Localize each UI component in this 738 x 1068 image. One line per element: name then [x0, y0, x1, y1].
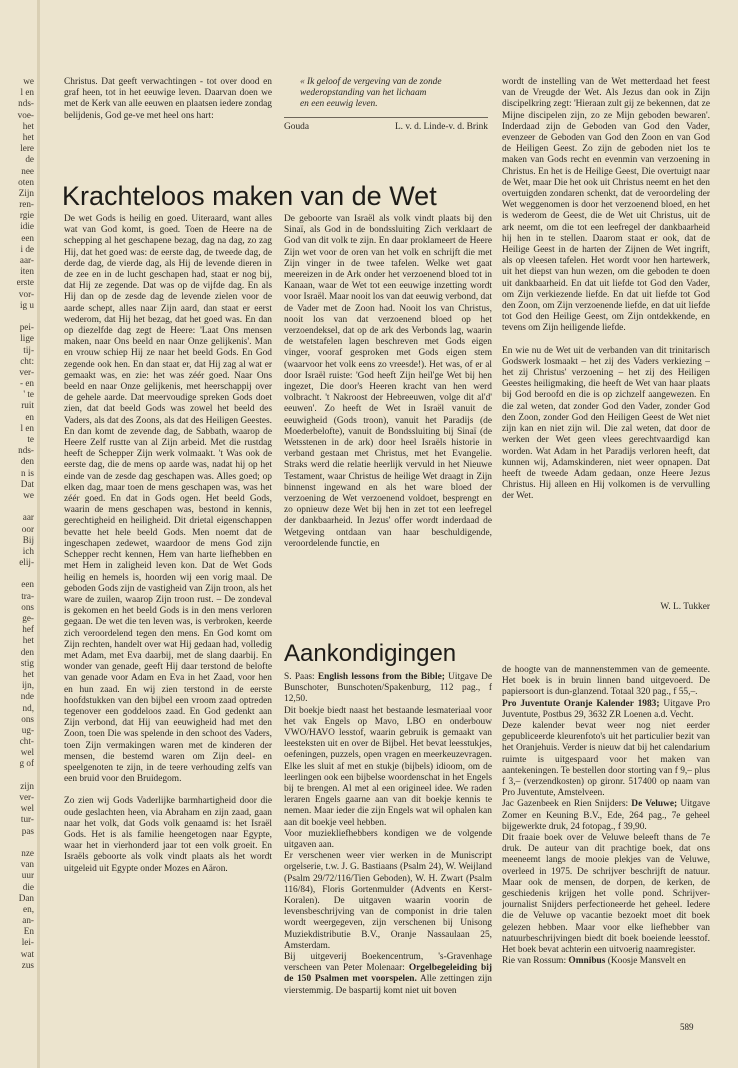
margin-fragment: an-: [22, 915, 34, 926]
margin-fragment: uur: [21, 870, 34, 881]
margin-fragment: het: [22, 120, 34, 131]
page-fold: [37, 0, 40, 1068]
announcement-text: Uitgave Zomer en Keuning B.V., Ede, 264 pag., 7e geheel bijgewerkte druk, 24 fotopag., f 39,90.: [502, 799, 710, 832]
margin-fragment: ich: [22, 545, 34, 556]
announcement-text: Uitgave De Bunschoter, Bunschoten/Spakenburg, 112 pag., f 12,50.: [284, 672, 492, 705]
margin-fragment: nd,: [22, 702, 34, 713]
announcement-lead: S. Paas:: [284, 672, 318, 682]
announcement-text: Er verschenen weer vier werken in de Muniscript orgelserie, t.w. J. G. Bastiaans (Psalm 24), W. Weijland (Psalm 29/72/116/Tien Geboden), W. H. Zwart (Psalm 116/84), Floris Gortenmulder (Advents en Kerst-Koralen). De uitgaven waarin voorin de levensbeschrijving van de componist in drie talen wordt weergegeven, zijn verschenen bij Unisong Muziekdistributie B.V., Oranje Nassaulaan 25, Amsterdam.: [284, 851, 492, 951]
margin-fragment: - en: [19, 378, 34, 389]
margin-fragment: zijn: [20, 780, 34, 791]
margin-fragment: zus: [21, 959, 34, 970]
article-title: Krachteloos maken van de Wet: [62, 181, 437, 211]
margin-fragment: pas: [21, 825, 34, 836]
margin-fragment: lei-: [21, 937, 34, 948]
margin-fragment: een: [21, 579, 34, 590]
announcement-paragraph: [502, 665, 710, 699]
margin-fragment: ren-: [19, 199, 34, 210]
poem-rule: [284, 117, 488, 118]
margin-fragment: rgie: [19, 210, 34, 221]
margin-fragment: Dan: [18, 892, 34, 903]
announcement-paragraph: [502, 956, 710, 967]
margin-fragment: lige: [20, 333, 34, 344]
previous-page-margin-text: [0, 76, 34, 1036]
margin-fragment: ug-: [21, 724, 34, 735]
margin-fragment: En: [23, 926, 34, 937]
margin-fragment: cht:: [20, 355, 34, 366]
announcement-title: Pro Juventute Oranje Kalender 1983;: [502, 698, 660, 709]
margin-fragment: en,: [23, 903, 34, 914]
paragraph: De wet Gods is heilig en goed. Uiteraard, want alles wat van God komt, is goed. Toen de Heere na de schepping al het geschapene bezag, dag na dag, zo zag Hij, dat het goed was: de eerste dag, de tweede dag, de derde dag, de vierde dag, als Hij de levende dieren in de zee en in de lucht geschapen had, staat er nog bij, dat Hij ze zegende. Dat was op de vijfde dag. En als Hij dan op de zesde dag de levende zielen voor de aarde schept, alles naar Zijn aard, dan staat er eerst wederom, dat Hij het bezag, dat het goed was. En dan op diezelfde dag zegt de Heere: 'Laat Ons mensen maken, naar Ons beeld en naar Onze gelijkenis'. Man en vrouw schiep Hij ze naar het beeld Gods. En God zegende ook hen. En dan staat er, dat Hij zag al wat er gemaakt was, en zie: het was zéér goed. Naar Ons beeld en naar Onze gelijkenis, met heerschappij over de gehele aarde. Dat meervoudige spreken Gods doet zien, dat dat beeld Gods was zowel het beeld des Vaders, als dat des Zoons, als dat des Heiligen Geestes. En dan komt de zevende dag, de Sabbath, waarop de Heere Zelf rustte van al Zijn arbeid. Met die rustdag heeft de Schepper Zijn werk volmaakt. 't Was ook de eerste dag, die de mens op aarde was, nadat hij op het einde van de zesde dag geschapen was. Alles goed; op elken dag, maar toen de mens geschapen was, was het zéér goed. En dat in Gods ogen. Het beeld Gods, waarin de mens geschapen was, bestond in kennis, gerechtigheid en heiligheid. Dit drietal eigenschappen bevatte het hele beeld Gods. Men noemt dat de ingeschapen zedewet, waardoor de mens God zijn Schepper recht kennen, Hem van harte liefhebben en met Hem in zaligheid leven kon. Dat de Wet Gods heilig en hemels is, hoorden wij een vorig maal. De geboden Gods zijn de vastigheid van Zijn troon, als het ware de zuilen, waarop Zijn troon rust. – De zondeval is gekomen en het beeld Gods is in den mens verloren gegaan. De wet die ten leven was, is verbroken, keerde zich veroordelend tegen den mens. En God komt om Zijn rechten, handelt over wat Hij gedaan had, volledig met Adam, met Eva daarbij, met de slang daarbij. En wonder van genade, geeft Hij daar terstond de belofte van genade voor Adam en Eva in het Zaad, voor hen en hun zaad. En wij zien terstond in de eerste hoofdstukken van den bijbel een vroom zaad optreden tegenover een goddeloos zaad. En God gedenkt aan Zijn verbond, dat Hij van eeuwigheid had met den Zoon, toen Die was spelende in den schoot des Vaders, toen Zijn vermakingen waren met de kinderen der mensen, die bestemd waren om Zijn deel- en speelgenoten te zijn, in de teere verhouding zelfs van een bruid voor den Bruidegom.: [64, 214, 272, 785]
margin-fragment: we: [23, 76, 34, 86]
announcements-column-1: [284, 672, 492, 1017]
announcement-paragraph: [502, 799, 710, 833]
margin-fragment: stig: [20, 657, 34, 668]
margin-fragment: [0, 770, 34, 781]
announcement-text: Deze kalender bevat weer nog niet eerder gepubliceerde kleurenfoto's uit het particulier bezit van het Oranjehuis. Verder is nieuw dat bij het calendarium ruimte is uitgespaard voor het maken van aantekeningen. Te bestellen door storting van f 9,– plus f 3,– (verzendkosten) op gironr. 517400 op naam van Pro Juventute, Amstelveen.: [502, 721, 710, 799]
poem-place: Gouda: [284, 122, 309, 132]
announcement-paragraph: [502, 833, 710, 956]
margin-fragment: nde: [20, 691, 34, 702]
announcement-title: De Veluwe;: [631, 799, 678, 810]
announcements-column-2: [502, 665, 710, 1017]
announcement-paragraph: [284, 672, 492, 706]
announcement-title: English lessons from the Bible;: [317, 672, 445, 682]
announcement-text: Voor muziekliefhebbers kondigen we de volgende uitgaven aan.: [284, 828, 492, 851]
poem-line: « Ik geloof de vergeving van de zonde: [300, 77, 442, 87]
margin-fragment: lere: [20, 143, 34, 154]
announcement-title: Orgelbegeleiding bij de 150 Psalmen met voorspelen.: [284, 963, 492, 985]
announcement-paragraph: [284, 829, 492, 851]
paragraph: De geboorte van Israël als volk vindt plaats bij den Sinaï, als God in de bondssluiting Zich verklaart de God van dit volk te zijn. En daar proklameert de Heere Zijn wet voor de oren van het volk en schrijft die met Zijn vinger in de twee tafelen. Welke wet gaat meereizen in de Ark onder het verzoenend bloed tot in Kanaan, waar de Wet tot een eeuwige inzetting wordt voor Israël. Maar nooit los van dat eeuwig verbond, dat de Vader met de Zoon had. Nooit los van Christus, nooit los van dat verzoenend bloed op het verzoendeksel, dat op de ark des Verbonds lag, waarin de wetstafelen lagen beschreven met Gods eigen vinger, vooraf gesproken met Gods eigen stem (waarvoor het volk eens zo vreesde!). Het was, of er al door Israël ruiste: 'God heeft Zijn heil'ge Wet bij hen ingezet, Die door's Heeren kracht van hen werd volbracht. 't Nakroost der Hebreeuwen, volge dit al'd' eeuwen'. Zo heeft de Wet in Israël vanuit de eeuwigheid (Gods troon), vanuit het Paradijs (de Moederbelofte), vanuit de Bondssluiting bij Sinaï (de Wetsstenen in de ark) door heel Israëls historie in verband gestaan met Christus, met het Evangelie. Straks werd die relatie heerlijk vervuld in het Nieuwe Testament, waar Christus de heilige Wet draagt in Zijn binnenst ingewand en als het ware bloed der verzoening de Wet verzoenend voldoet, besprengt en zo opnieuw deze Wet bij hen in zet tot een leefregel der dankbaarheid. In Jezus' offer wordt inderdaad de Wetgeving ontdaan van haar beschuldigende, veroordelende functie, en: [284, 214, 492, 549]
margin-fragment: i de: [20, 243, 34, 254]
announcement-lead: Bij uitgeverij Boekencentrum, 's-Gravenhage verscheen van Peter Molenaar:: [284, 952, 492, 974]
announcement-text: de hoogte van de mannenstemmen van de gemeente. Het boek is in bruin linnen band uitgevoerd. De papiersoort is dun-glanzend. Totaal 320 pag., f 55,–.: [502, 665, 710, 698]
announcement-paragraph: [284, 851, 492, 952]
margin-fragment: ig u: [19, 299, 34, 310]
creed-quote: [300, 77, 500, 111]
margin-fragment: vor-: [18, 288, 34, 299]
poem-author: L. v. d. Linde-v. d. Brink: [394, 122, 488, 132]
margin-fragment: Bij: [22, 534, 34, 545]
announcements-title: Aankondigingen: [284, 640, 457, 667]
announcement-lead: Jac Gazenbeek en Rien Snijders:: [502, 799, 632, 810]
article-column-2: [284, 214, 492, 608]
margin-fragment: [0, 837, 34, 848]
margin-fragment: cht-: [19, 736, 34, 747]
margin-fragment: erste: [16, 277, 34, 288]
margin-fragment: het: [22, 668, 34, 679]
margin-fragment: ons: [21, 601, 34, 612]
page-number: 589: [680, 1022, 694, 1032]
margin-fragment: oten: [18, 176, 34, 187]
margin-fragment: n is: [20, 467, 34, 478]
margin-fragment: het: [22, 635, 34, 646]
announcement-text: Dit boekje biedt naast het bestaande lesmateriaal voor het vak Engels op Mavo, LBO en onderbouw VWO/HAVO lesstof, waarin gebruik is gemaakt van leesteksten uit en over de Bijbel. Het bevat leesstukjes, oefeningen, puzzels, open vragen en meerkeuzevragen. Elke les sluit af met en stukje (bijbels) idioom, om de leerlingen ook een bijbelse woordenschat in het Engels bij te brengen. Al met al een origineel idee. We raden leraren Engels gaarne aan van dit boekje kennis te nemen. Maar ieder die zijn Engels wat wil ophalen kan aan dit boekje veel hebben.: [284, 705, 492, 828]
margin-fragment: ijn,: [22, 680, 34, 691]
margin-fragment: ruit: [21, 400, 34, 411]
poem-lines: [300, 77, 500, 111]
announcement-paragraph: [284, 706, 492, 829]
article-column-1: [64, 214, 272, 1014]
paragraph: wordt de instelling van de Wet metterdaad het feest van de Vreugde der Wet. Als Jezus dan ook in Zijn discipelkring zegt: 'Hieraan zult gij ze bekennen, dat ze Mijne discipelen zijn, zo ze Mijn geboden bewaren'. Inderdaad zijn de Geboden van God den Vader, evenzeer de Geboden van God den Zoon en van God de Heiligen Geest. Zo zijn de geboden niet los te maken van Gods recht en evenmin van verzoening in Christus. En het is de Heilige Geest, Die overtuigt naar de Wet, maar Die het ook uit Christus neemt en het den overtuigden zondaren schenkt, dat de veroordeling der Wet weggenomen is door het verzoenend bloed, en het is wederom de Geest, die de Wet uit Christus, uit de ark neemt, om die tot een leefregel der dankbaarheid hij hen in te stellen. Daarom staat er ook, dat de Heilige Geest in de harten der Zijnen de Wet ingrift, als op vleesen tafelen. Het wordt voor hen hartewerk, uit het diepst van hun wezen, om die geboden te doen uit dankbaarheid. En dat uit liefde tot God den Vader, om Zijn verkiezende liefde. En dat uit liefde tot God den Zoon, om Zijn verzoenende liefde, en dat uit liefde tot God den Heilige Geest, om Zijn ontdekkende, en tevens om Zijn heiligende liefde.: [502, 77, 710, 334]
margin-fragment: l en: [20, 422, 34, 433]
margin-fragment: den: [20, 456, 34, 467]
announcement-lead: Rie van Rossum:: [502, 956, 569, 967]
margin-fragment: een: [21, 232, 34, 243]
margin-fragment: wat: [20, 948, 34, 959]
poem-line: en een eeuwig leven.: [300, 99, 378, 110]
margin-fragment: ver-: [19, 366, 34, 377]
margin-fragment: nee: [21, 165, 34, 176]
margin-fragment: ons: [21, 713, 34, 724]
margin-fragment: iten: [20, 266, 34, 277]
paragraph: En wie nu de Wet uit de verbanden van dit trinitarisch Godswerk losmaakt – het zij des Vaders verkiezing – het zij Christus' verzoening – het zij des Heiligen Geestes heiligmaking, die heeft de Wet van haar plaats bij God beroofd en die is op zichzelf aangewezen. En die zal weten, dat zonder God den Vader, zonder God den Zoon, zonder God den Heiligen Geest de Wet niet zijn kan en niet zijn wil. Die zal weten, dat door de werken der Wet geen vlees gerechtvaardigd kan worden. Wat Adam in het Paradijs verloren heeft, dat kunnen wij, Adamskinderen, niet weer opnapen. Dat heeft de tweede Adam gedaan, onze Heere Jezus Christus. Hij alleen en Hij volkomen is de vervulling der Wet.: [502, 345, 710, 502]
margin-fragment: aar-: [19, 255, 34, 265]
margin-fragment: wel: [20, 803, 34, 814]
paragraph: Zo zien wij Gods Vaderlijke barmhartigheid door die oude geslachten heen, via Abraham en zijn zaad, gaan naar het volk, dat Gods volk genaamd is: het Israël Gods. Het is als familie heengetogen naar Egypte, waar het in vierhonderd jaar tot een volk groeit. En Israëls geboorte als volk vindt plaats als het wordt uitgeleid uit Egypte onder Mozes en Aäron.: [64, 796, 272, 874]
announcement-paragraph: [502, 721, 710, 799]
margin-fragment: tij-: [23, 344, 34, 355]
margin-fragment: tra-: [21, 590, 34, 601]
margin-fragment: nds-: [18, 98, 34, 109]
margin-fragment: aar: [22, 512, 34, 523]
margin-fragment: [0, 568, 34, 579]
margin-fragment: elij-: [19, 557, 34, 568]
margin-fragment: die: [22, 881, 34, 892]
margin-fragment: en: [25, 411, 34, 422]
margin-fragment: idie: [20, 221, 34, 232]
margin-fragment: het: [22, 131, 34, 142]
margin-fragment: [0, 311, 34, 322]
announcement-text: Dit fraaie boek over de Veluwe beleeft thans de 7e druk. De auteur van dit prachtige boek, dat ons meeneemt langs de mooie plekjes van de Veluwe, overleed in 1975. De schrijver beschrijft de natuur. Maar ook de mensen, de dorpen, de kerken, de geschiedenis krijgen het volle pond. Schrijver-journalist Snijders perfectioneerde het geheel. Iedere die de Veluwe op vacantie bezoekt moet dit boek gelezen hebben. Maar voor elke liefhebber van natuurbeschrijvingen biedt dit boek boeiende leesstof. Het boek bevat achterin een uitvoerig naamregister.: [502, 833, 710, 956]
announcement-text: (Koosje Mansvelt en: [605, 956, 686, 967]
margin-fragment: de: [25, 154, 34, 165]
margin-fragment: tur-: [20, 814, 34, 825]
margin-fragment: van: [20, 859, 34, 870]
margin-fragment: ' te: [23, 389, 34, 400]
article-column-3: [502, 77, 710, 592]
margin-fragment: wel: [20, 747, 34, 758]
margin-fragment: l en: [20, 87, 34, 98]
margin-fragment: oor: [21, 523, 34, 534]
article-author: W. L. Tukker: [660, 602, 710, 612]
margin-fragment: Dat: [20, 478, 34, 489]
intro-paragraph: Christus. Dat geeft verwachtingen - tot over dood en graf heen, tot in het eeuwige leven. Daarvan doen we met de Kerk van alle eeuwen en plaatsen iedere zondag belijdenis, God ge-ve met heel ons hart:: [64, 77, 272, 121]
margin-fragment: we: [23, 489, 34, 500]
announcement-text: Alle zettingen zijn vierstemmig. De baspartij komt niet uit boven: [284, 974, 492, 996]
announcement-paragraph: [502, 699, 710, 721]
margin-fragment: hef: [22, 624, 34, 635]
margin-fragment: pei-: [19, 322, 34, 333]
margin-fragment: te: [27, 434, 34, 444]
announcement-paragraph: [284, 952, 492, 997]
margin-fragment: nze: [21, 847, 34, 858]
margin-fragment: den: [20, 646, 34, 657]
margin-fragment: [0, 501, 34, 512]
margin-fragment: nds-: [18, 445, 34, 456]
poem-line: wederopstanding van het lichaam: [300, 88, 427, 99]
margin-fragment: ver-: [19, 792, 34, 802]
announcement-text: Uitgave Pro Juventute, Postbus 29, 3632 ZR Loenen a.d. Vecht.: [502, 698, 710, 720]
margin-fragment: voe-: [17, 109, 34, 120]
announcement-title: Omnibus: [568, 956, 606, 967]
margin-fragment: ge-: [22, 613, 34, 623]
margin-fragment: Zijn: [18, 187, 34, 198]
margin-fragment: g of: [19, 758, 34, 769]
